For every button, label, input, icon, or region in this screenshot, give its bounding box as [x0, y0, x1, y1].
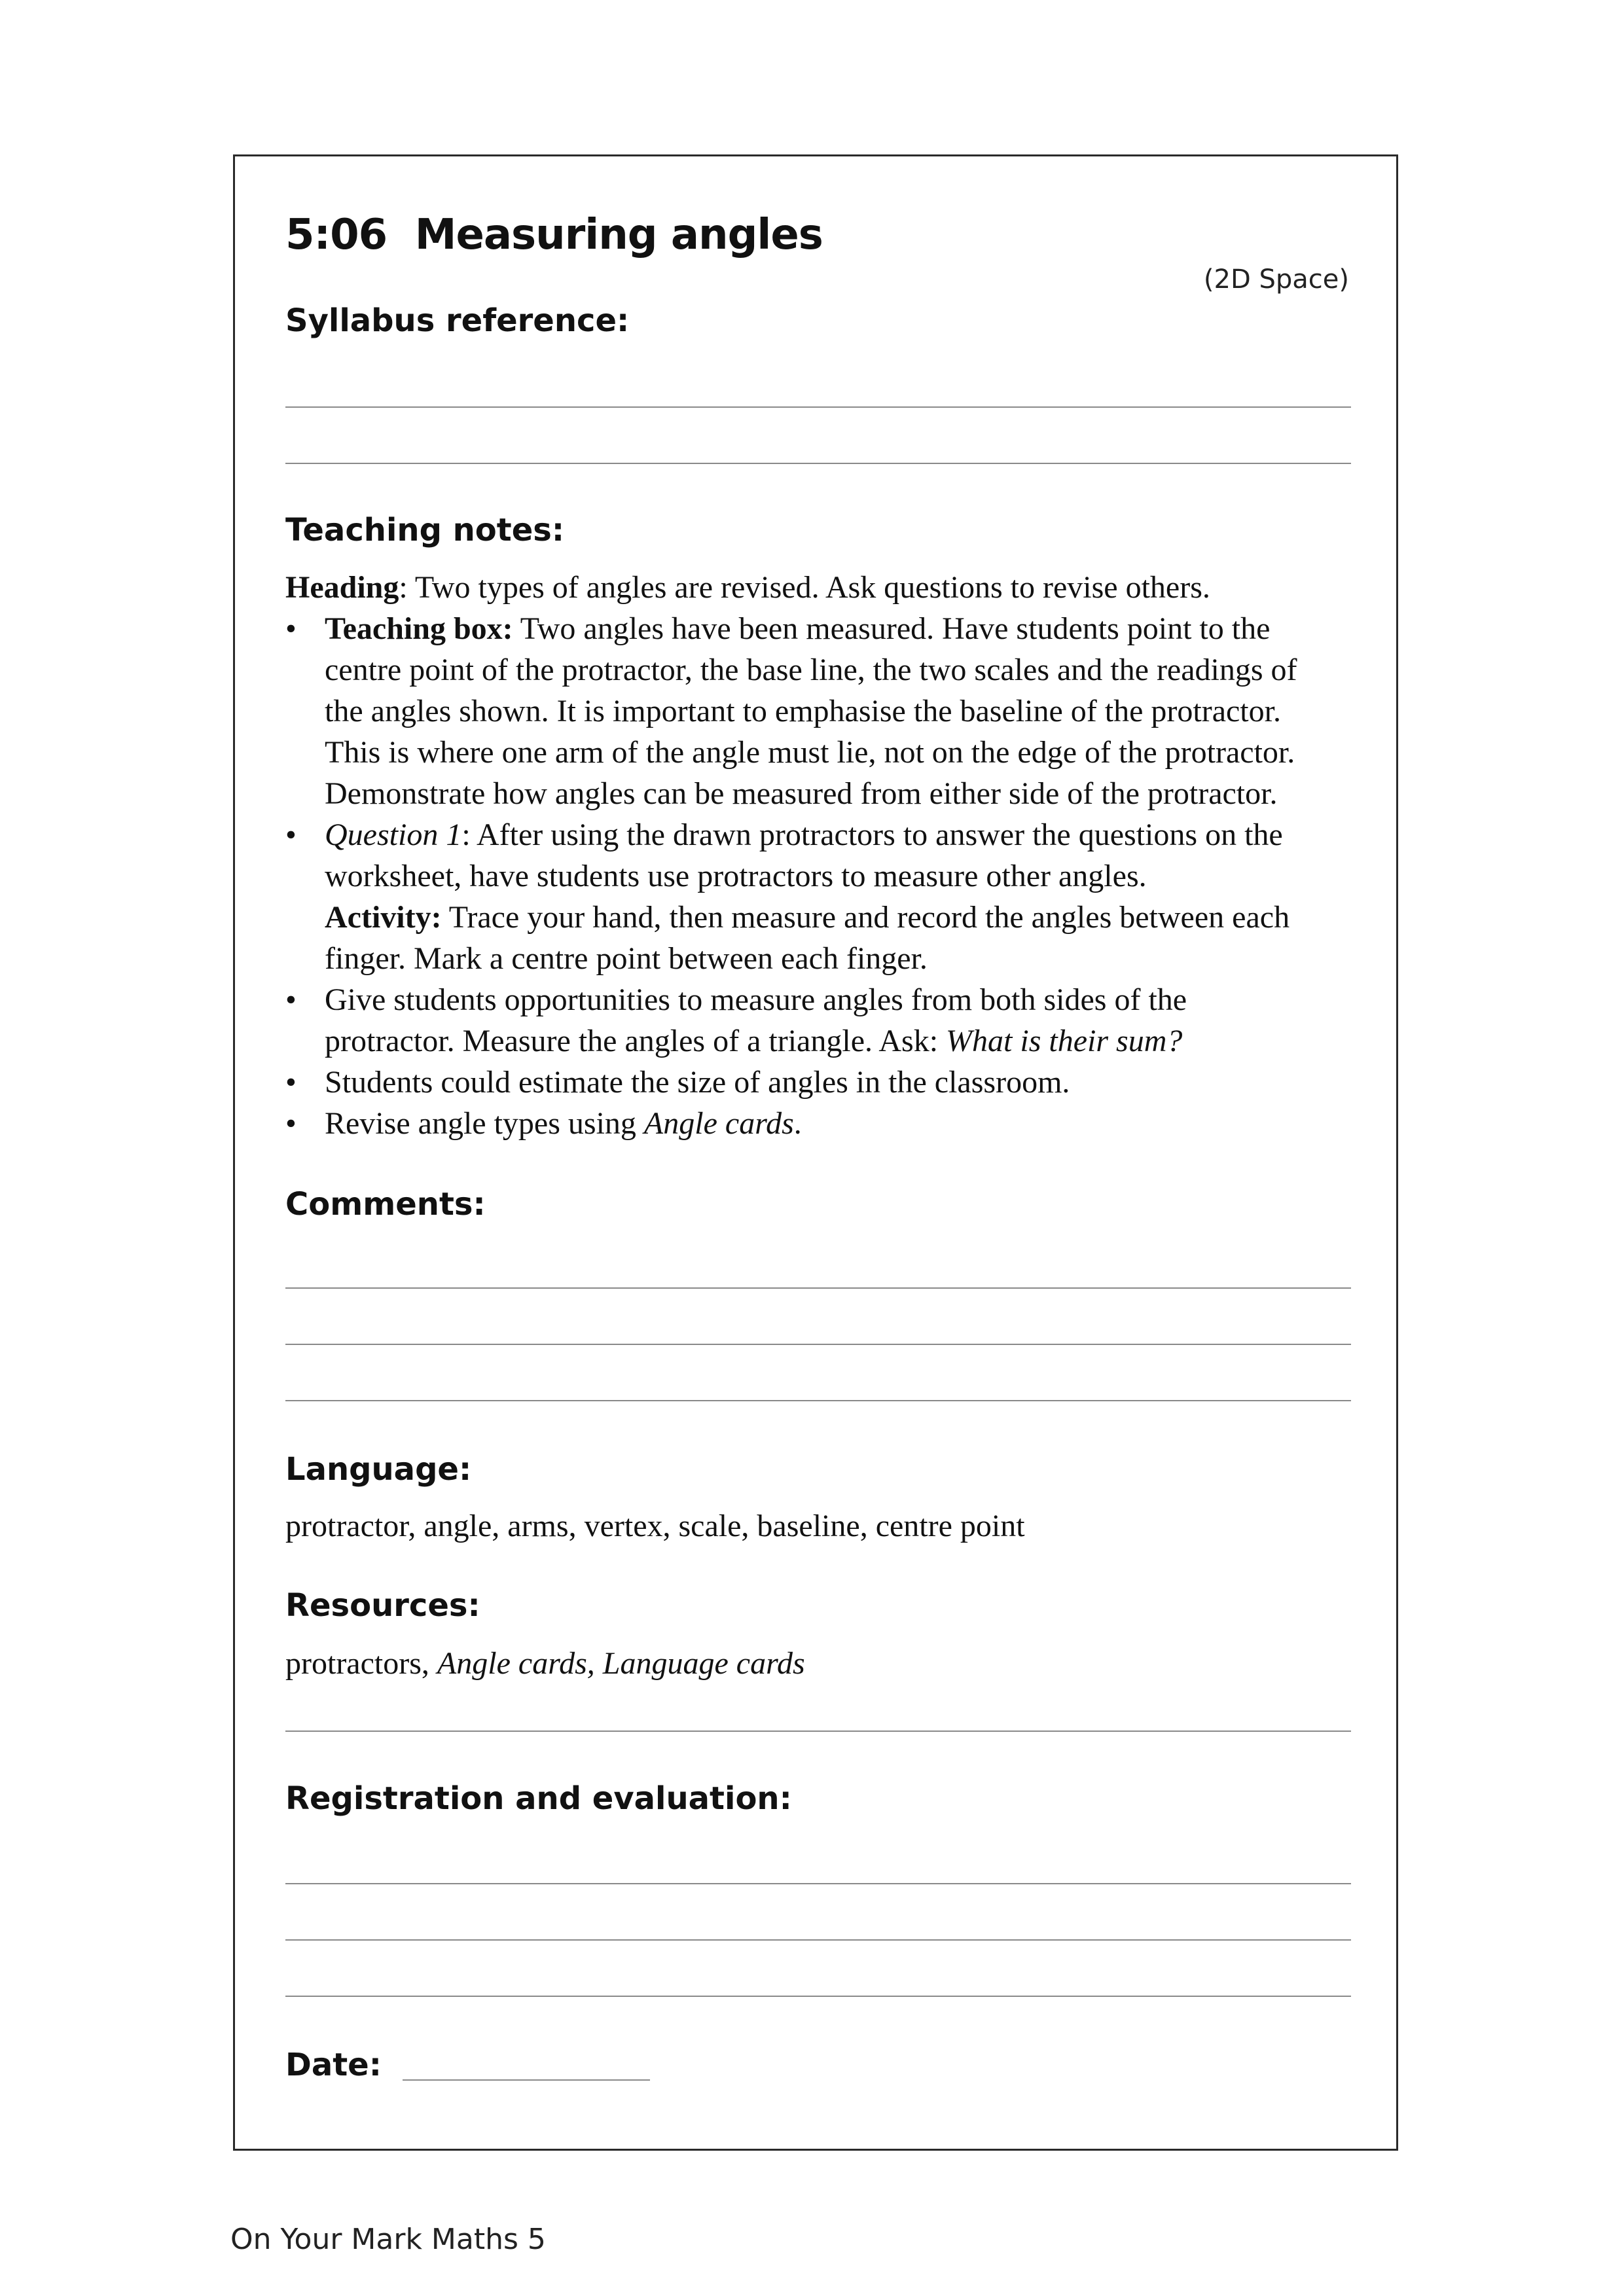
resources-plain: protractors,	[285, 1646, 437, 1681]
registration-line-1[interactable]	[285, 1883, 1351, 1884]
comments-line-2[interactable]	[285, 1344, 1351, 1345]
question-prompt: What is their sum?	[946, 1024, 1183, 1058]
comments-heading: Comments:	[285, 1186, 486, 1223]
notes-list	[285, 608, 1359, 1144]
question-label: Question 1	[325, 817, 462, 852]
resources-line[interactable]	[285, 1731, 1351, 1732]
resources-italic: Angle cards, Language cards	[437, 1646, 805, 1681]
list-item-text: .	[793, 1106, 802, 1141]
list-item-text: Two angles have been measured. Have students point to the	[513, 611, 1271, 646]
list-item-line: the angles shown. It is important to emphasise the baseline of the protractor.	[325, 694, 1281, 728]
notes-lead	[285, 567, 1359, 608]
teaching-box-label: Teaching box:	[325, 611, 513, 646]
language-text: protractor, angle, arms, vertex, scale, baseline, centre point	[285, 1509, 1025, 1543]
list-item-line: This is where one arm of the angle must lie, not on the edge of the protractor.	[325, 735, 1295, 770]
teaching-notes-heading: Teaching notes:	[285, 512, 565, 548]
language-heading: Language:	[285, 1451, 472, 1488]
page-title: 5:06 Measuring angles	[285, 211, 823, 259]
page-frame	[233, 154, 1398, 2151]
list-item-text: : After using the drawn protractors to answer the questions on the	[461, 817, 1283, 852]
notes-lead-text: : Two types of angles are revised. Ask questions to revise others.	[399, 570, 1210, 605]
list-item	[285, 1062, 1359, 1103]
comments-line-3[interactable]	[285, 1400, 1351, 1401]
list-item-line	[325, 814, 1359, 855]
list-item-line: centre point of the protractor, the base line, the two scales and the readings of	[325, 653, 1297, 687]
angle-cards-ref: Angle cards	[643, 1106, 794, 1141]
page-footer: On Your Mark Maths 5	[230, 2223, 546, 2256]
list-item-text: Trace your hand, then measure and record the angles between each	[441, 900, 1290, 935]
bullet-icon: •	[285, 1065, 297, 1100]
syllabus-heading: Syllabus reference:	[285, 302, 630, 339]
bullet-icon: •	[285, 817, 297, 852]
bullet-icon: •	[285, 982, 297, 1017]
list-item-text: protractor. Measure the angles of a triangle. Ask:	[325, 1024, 947, 1058]
list-item-line: Students could estimate the size of angles in the classroom.	[325, 1065, 1070, 1100]
registration-heading: Registration and evaluation:	[285, 1780, 792, 1817]
notes-lead-bold: Heading	[285, 570, 399, 605]
teaching-notes-body	[285, 567, 1359, 1144]
list-item	[285, 814, 1359, 979]
date-field[interactable]	[403, 2079, 650, 2081]
comments-line-1[interactable]	[285, 1287, 1351, 1289]
list-item-line	[325, 1020, 1359, 1062]
bullet-icon: •	[285, 1106, 297, 1141]
registration-line-3[interactable]	[285, 1996, 1351, 1997]
registration-line-2[interactable]	[285, 1939, 1351, 1941]
list-item	[285, 979, 1359, 1062]
list-item	[285, 608, 1359, 814]
list-item-line	[325, 897, 1359, 938]
bullet-icon: •	[285, 611, 297, 646]
resources-heading: Resources:	[285, 1587, 480, 1624]
list-item-line	[325, 1103, 1359, 1144]
date-label: Date:	[285, 2047, 382, 2083]
syllabus-line-1[interactable]	[285, 406, 1351, 408]
list-item-line	[325, 608, 1359, 649]
strand-label: (2D Space)	[1203, 264, 1349, 295]
resources-text	[285, 1643, 805, 1684]
list-item-text: Revise angle types using	[325, 1106, 644, 1141]
list-item-line: worksheet, have students use protractors to measure other angles.	[325, 859, 1147, 893]
syllabus-line-2[interactable]	[285, 463, 1351, 464]
list-item-line: Demonstrate how angles can be measured from either side of the protractor.	[325, 776, 1278, 811]
activity-label: Activity:	[325, 900, 442, 935]
list-item	[285, 1103, 1359, 1144]
list-item-line: Give students opportunities to measure angles from both sides of the	[325, 982, 1187, 1017]
list-item-line: finger. Mark a centre point between each finger.	[325, 941, 928, 976]
